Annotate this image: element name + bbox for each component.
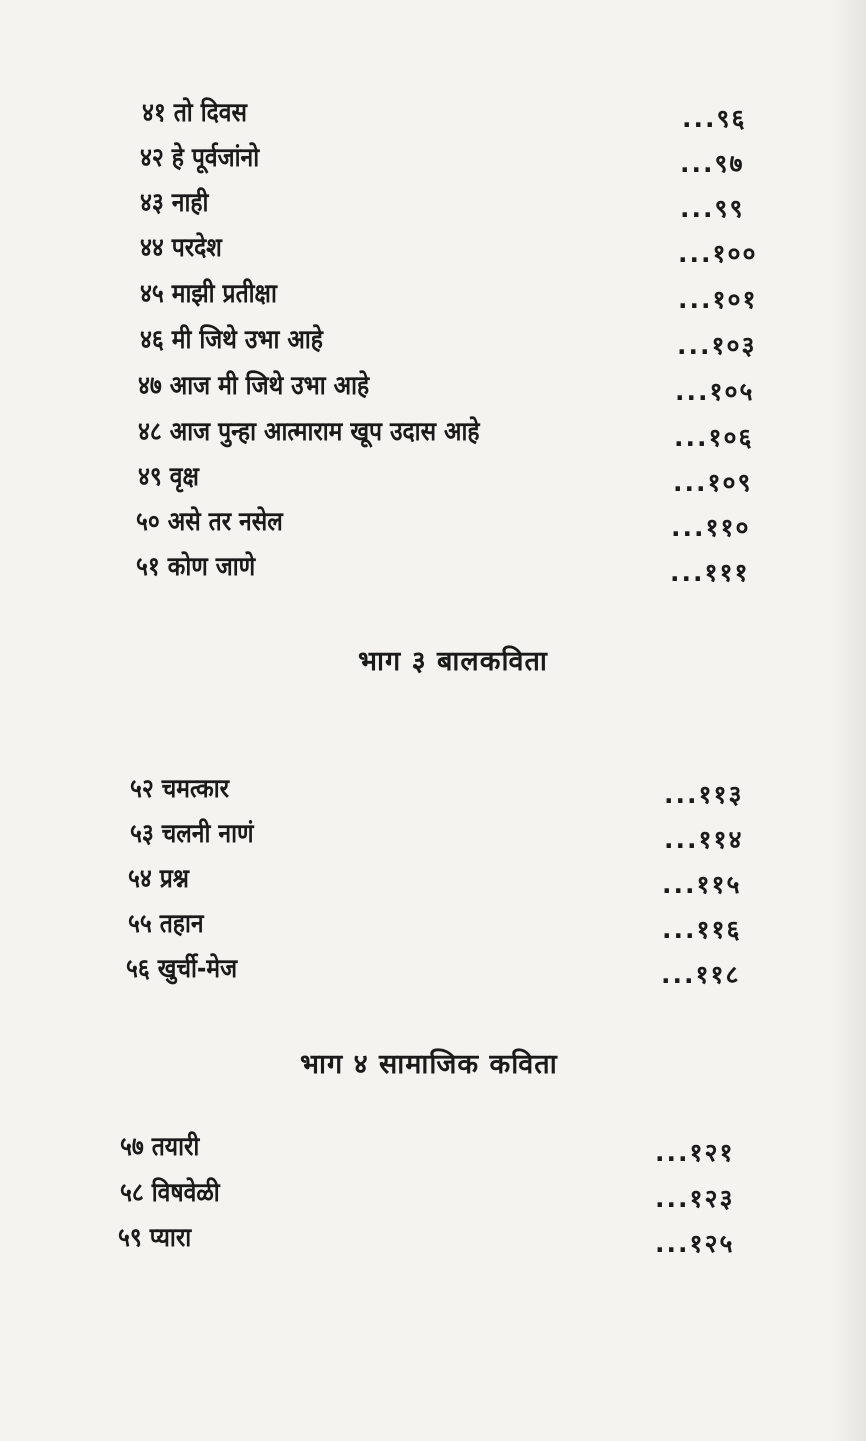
toc-entry <box>136 550 756 590</box>
entry-title: ५८ विषवेळी <box>120 1178 220 1208</box>
toc-entry <box>138 460 758 500</box>
toc-entry <box>126 952 766 992</box>
entry-title: ५४ प्रश्न <box>128 864 189 894</box>
entry-title: ५७ तयारी <box>120 1132 200 1162</box>
entry-title: ५२ चमत्कार <box>130 774 230 804</box>
entry-title: ४२ हे पूर्वजांनो <box>140 143 260 173</box>
entry-page-number: ...११० <box>671 513 751 542</box>
entry-page-number: ...१२३ <box>655 1184 735 1213</box>
toc-entry <box>136 505 756 545</box>
entry-title: ४५ माझी प्रतीक्षा <box>140 279 277 309</box>
toc-entry <box>130 817 770 857</box>
toc-entry <box>138 415 758 455</box>
toc-entry <box>138 369 758 409</box>
entry-title: ५९ प्यारा <box>118 1223 192 1253</box>
entry-title: ४४ परदेश <box>140 233 222 263</box>
entry-page-number: ...९६ <box>682 104 747 133</box>
entry-title: ५३ चलनी नाणं <box>130 819 254 849</box>
entry-page-number: ...९९ <box>680 194 745 223</box>
toc-entry <box>140 277 760 317</box>
entry-page-number: ...११५ <box>662 870 742 899</box>
toc-entry <box>128 907 768 947</box>
entry-title: ४६ मी जिथे उभा आहे <box>140 325 323 355</box>
entry-page-number: ...१२१ <box>655 1138 735 1167</box>
entry-page-number: ...११८ <box>661 960 741 989</box>
entry-title: ५५ तहान <box>128 909 204 939</box>
entry-page-number: ...११४ <box>664 825 744 854</box>
toc-entry <box>130 772 770 812</box>
entry-title: ४३ नाही <box>140 188 209 218</box>
entry-page-number: ...१०१ <box>678 285 758 314</box>
entry-page-number: ...१०९ <box>673 468 753 497</box>
section-heading-part4: भाग ४ सामाजिक कविता <box>300 1049 558 1080</box>
entry-page-number: ...१२५ <box>655 1229 735 1258</box>
entry-title: ४१ तो दिवस <box>142 98 247 128</box>
entry-title: ४७ आज मी जिथे उभा आहे <box>138 371 370 401</box>
entry-page-number: ...१०५ <box>675 377 755 406</box>
entry-title: ५० असे तर नसेल <box>136 507 283 537</box>
entry-title: ५६ खुर्ची-मेज <box>126 954 238 984</box>
entry-page-number: ...१०३ <box>677 331 757 360</box>
entry-page-number: ...१०६ <box>674 423 754 452</box>
toc-entry <box>140 186 760 226</box>
entry-title: ५१ कोण जाणे <box>136 552 256 582</box>
toc-entry <box>120 1176 760 1216</box>
toc-entry <box>128 862 768 902</box>
entry-page-number: ...११३ <box>664 780 744 809</box>
toc-entry <box>140 323 760 363</box>
entry-page-number: ...९७ <box>680 149 745 178</box>
entry-page-number: ...१०० <box>678 239 758 268</box>
section-heading-part3: भाग ३ बालकविता <box>358 646 548 677</box>
entry-title: ४९ वृक्ष <box>138 462 199 492</box>
page-edge-shadow <box>830 0 866 1441</box>
toc-entry <box>118 1221 758 1261</box>
toc-entry <box>140 141 760 181</box>
entry-title: ४८ आज पुन्हा आत्माराम खूप उदास आहे <box>138 417 480 447</box>
toc-entry <box>140 231 760 271</box>
entry-page-number: ...११६ <box>662 915 742 944</box>
toc-entry <box>120 1130 760 1170</box>
entry-page-number: ...१११ <box>670 558 750 587</box>
toc-entry <box>142 96 762 136</box>
